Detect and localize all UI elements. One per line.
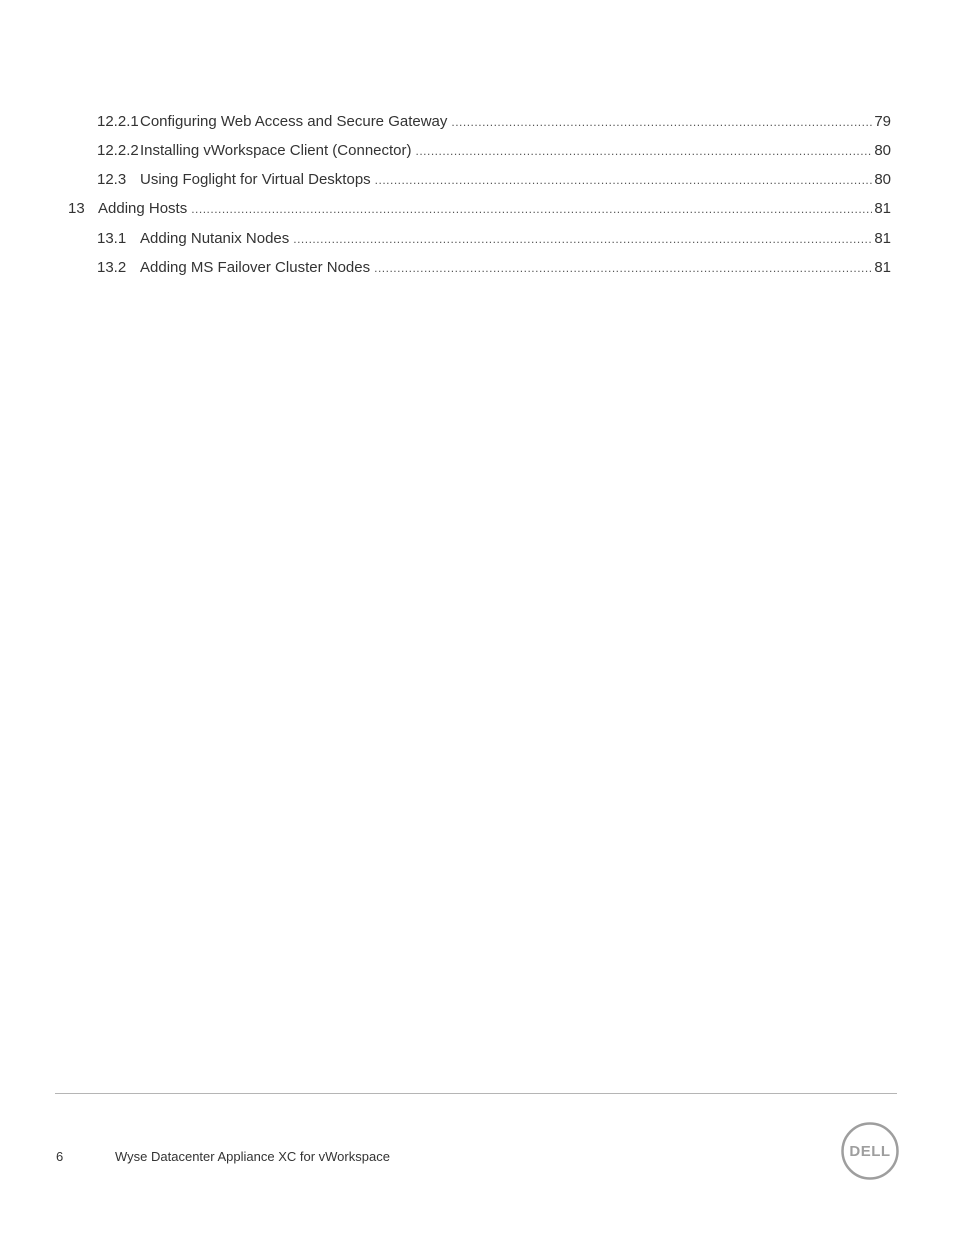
toc-entry-12-2-2[interactable] [97, 141, 891, 161]
toc-dot-leader [374, 258, 872, 278]
toc-entry-title: Adding Hosts [98, 200, 188, 217]
toc-entry-12-2-1[interactable] [97, 112, 891, 132]
toc-entry-number: 12.2.1 [97, 113, 139, 130]
toc-dot-leader [451, 112, 872, 132]
toc-entry-page: 81 [874, 200, 891, 217]
footer-page-number: 6 [56, 1149, 64, 1164]
toc-entry-page: 80 [874, 171, 891, 188]
toc-entry-13-2[interactable] [97, 258, 891, 278]
toc-entry-number: 13 [68, 200, 85, 217]
toc-dot-leader [375, 170, 873, 190]
toc-entry-13-1[interactable] [97, 229, 891, 249]
dell-logo-icon [840, 1121, 900, 1181]
dell-logo-wordmark: DELL [849, 1143, 891, 1160]
toc-dot-leader [191, 199, 872, 219]
footer-divider [55, 1093, 897, 1094]
toc-entry-title: Installing vWorkspace Client (Connector) [140, 142, 412, 159]
toc-entry-title: Configuring Web Access and Secure Gateway [140, 113, 448, 130]
toc-entry-page: 81 [874, 259, 891, 276]
toc-entry-title: Adding MS Failover Cluster Nodes [140, 259, 371, 276]
toc-entry-number: 12.3 [97, 171, 127, 188]
toc-dot-leader [416, 141, 873, 161]
toc-entry-number: 13.1 [97, 230, 127, 247]
toc-entry-page: 80 [874, 142, 891, 159]
toc-entry-title: Using Foglight for Virtual Desktops [140, 171, 371, 188]
toc-entry-number: 13.2 [97, 259, 127, 276]
toc-entry-page: 79 [874, 113, 891, 130]
toc-dot-leader [293, 229, 872, 249]
toc-entry-13[interactable] [68, 199, 891, 219]
toc-entry-12-3[interactable] [97, 170, 891, 190]
toc-entry-title: Adding Nutanix Nodes [140, 230, 290, 247]
footer-document-title: Wyse Datacenter Appliance XC for vWorkspace [115, 1149, 390, 1164]
toc-entry-page: 81 [874, 230, 891, 247]
toc-entry-number: 12.2.2 [97, 142, 139, 159]
